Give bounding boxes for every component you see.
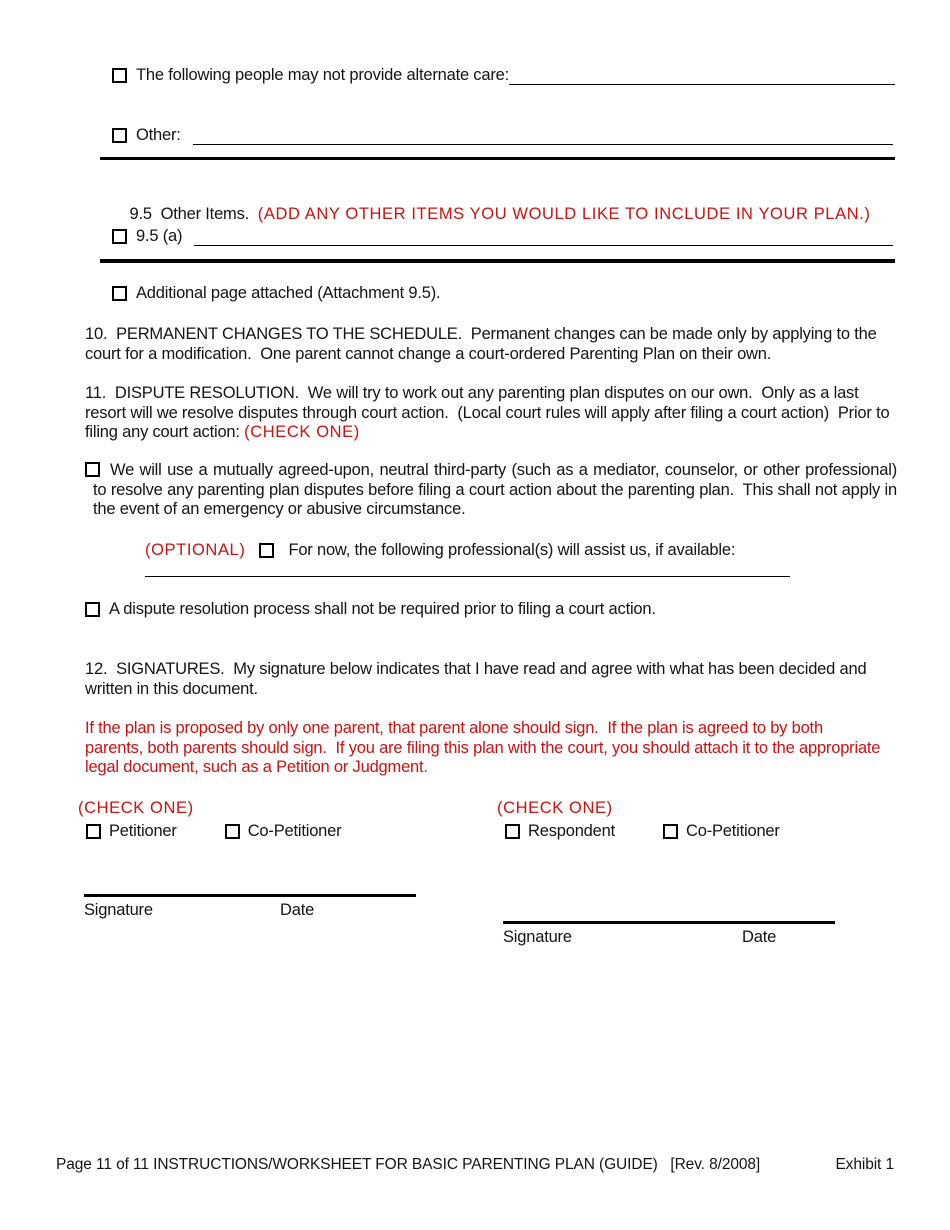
page-footer bbox=[56, 1155, 894, 1175]
respondent-check-one-group bbox=[497, 799, 857, 841]
section-12-paragraph: 12. SIGNATURES. My signature below indicates that I have read and agree with what has been decided and written in this document. bbox=[85, 660, 871, 698]
section-divider bbox=[100, 259, 895, 263]
mediator-option-text: We will use a mutually agreed-upon, neutral third-party (such as a mediator, counselor, or other professional) to resolve any parenting plan disputes before filing a court action about the parenting plan. This shall not apply in the event of an emergency or abusive circumstance. bbox=[93, 461, 902, 518]
mediator-option-row bbox=[85, 461, 902, 520]
co-petitioner-label-left: Co-Petitioner bbox=[247, 821, 342, 840]
section-10-paragraph: 10. PERMANENT CHANGES TO THE SCHEDULE. Permanent changes can be made only by applying to the court for a modification. One parent cannot change a court-ordered Parenting Plan on their own. bbox=[85, 325, 881, 363]
checkbox-9-5a[interactable] bbox=[112, 229, 127, 244]
other-label: Other: bbox=[136, 126, 181, 144]
checkbox-petitioner[interactable] bbox=[86, 824, 101, 839]
section-9-5-title: 9.5 Other Items. bbox=[129, 204, 258, 223]
co-petitioner-label-right: Co-Petitioner bbox=[686, 821, 780, 840]
checkbox-alternate-care[interactable] bbox=[112, 68, 127, 83]
no-process-label: A dispute resolution process shall not be required prior to filing a court action. bbox=[109, 600, 656, 618]
other-row bbox=[112, 126, 893, 146]
date-label-left: Date bbox=[280, 901, 315, 919]
alternate-care-row bbox=[112, 66, 895, 86]
alternate-care-fill-line[interactable] bbox=[509, 66, 895, 85]
checkbox-attachment[interactable] bbox=[112, 286, 127, 301]
signature-block-left bbox=[84, 894, 416, 921]
section-11-paragraph bbox=[85, 384, 897, 443]
section-11-text: 11. DISPUTE RESOLUTION. We will try to work out any parenting plan disputes on our own. Only as a last resort will we resolve disputes through court action. (Local court rules will apply after filing a court action) Prior to filing any court action: bbox=[85, 384, 894, 441]
checkbox-co-petitioner-right[interactable] bbox=[663, 824, 678, 839]
no-process-row bbox=[85, 600, 656, 620]
footer-left-text: Page 11 of 11 INSTRUCTIONS/WORKSHEET FOR BASIC PARENTING PLAN (GUIDE) [Rev. 8/2008] bbox=[56, 1156, 761, 1173]
checkbox-co-petitioner-left[interactable] bbox=[225, 824, 240, 839]
petitioner-label: Petitioner bbox=[109, 821, 177, 840]
signature-label-left: Signature bbox=[84, 901, 153, 919]
attachment-row bbox=[112, 284, 440, 304]
optional-professionals-text: For now, the following professional(s) will assist us, if available: bbox=[288, 541, 736, 559]
checkbox-no-process[interactable] bbox=[85, 602, 100, 617]
checkbox-mediator-option[interactable] bbox=[85, 462, 100, 477]
footer-exhibit-text: Exhibit 1 bbox=[835, 1156, 894, 1173]
signature-label-right: Signature bbox=[503, 927, 572, 946]
check-one-label-right: (CHECK ONE) bbox=[497, 799, 613, 817]
professionals-fill-line[interactable] bbox=[145, 561, 790, 577]
attachment-label: Additional page attached (Attachment 9.5). bbox=[136, 284, 441, 302]
date-label-right: Date bbox=[742, 927, 777, 946]
alternate-care-label: The following people may not provide alternate care: bbox=[136, 66, 509, 84]
petitioner-option bbox=[86, 822, 177, 842]
checkbox-other[interactable] bbox=[112, 128, 127, 143]
petitioner-check-one-group bbox=[78, 799, 438, 841]
respondent-label: Respondent bbox=[528, 821, 615, 840]
section-9-5-note: (ADD ANY OTHER ITEMS YOU WOULD LIKE TO INCLUDE IN YOUR PLAN.) bbox=[257, 204, 871, 223]
section-11-check-one: (CHECK ONE) bbox=[244, 423, 360, 441]
optional-label: (OPTIONAL) bbox=[145, 541, 246, 559]
item-9-5a-label: 9.5 (a) bbox=[136, 227, 183, 245]
checkbox-respondent[interactable] bbox=[505, 824, 520, 839]
item-9-5a-fill-line[interactable] bbox=[194, 227, 893, 246]
item-9-5a-row bbox=[112, 227, 893, 247]
check-one-label-left: (CHECK ONE) bbox=[78, 799, 194, 817]
optional-professionals-row bbox=[145, 541, 735, 561]
checkbox-optional-professionals[interactable] bbox=[259, 543, 274, 558]
co-petitioner-option-right bbox=[663, 822, 780, 842]
co-petitioner-option-left bbox=[225, 822, 342, 842]
signing-notice: If the plan is proposed by only one parent, that parent alone should sign. If the plan is agreed to by both parents, both parents should sign. If you are filing this plan with the court, you should attach it to the appropriate legal document, such as a Petition or Judgment. bbox=[85, 719, 885, 776]
signature-block-right bbox=[503, 921, 835, 948]
other-fill-line[interactable] bbox=[193, 126, 893, 145]
respondent-option bbox=[505, 822, 615, 842]
section-divider bbox=[100, 157, 895, 160]
